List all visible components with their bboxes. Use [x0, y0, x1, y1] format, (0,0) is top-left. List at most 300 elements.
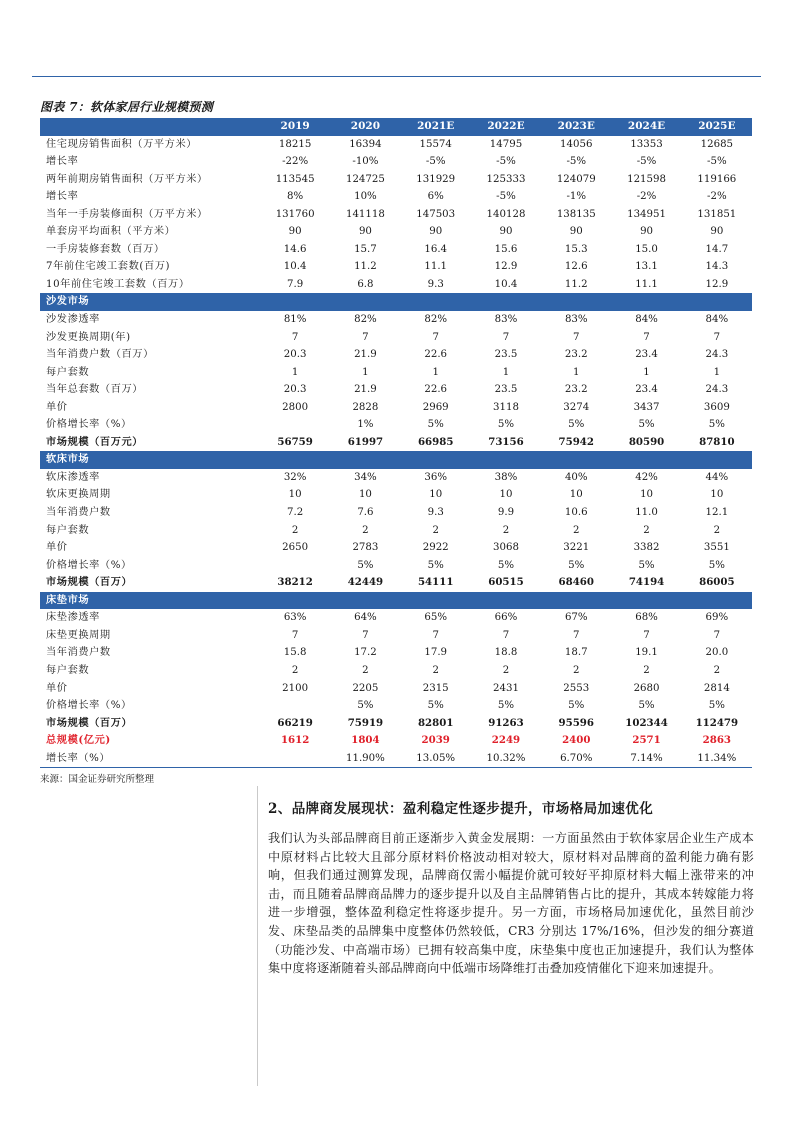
table-cell: 5%	[638, 559, 655, 571]
header-rule	[32, 76, 761, 77]
table-cell: 64%	[354, 612, 377, 624]
table-cell: 140128	[486, 208, 526, 220]
table-row	[40, 522, 752, 540]
table-row	[40, 153, 752, 171]
table-cell: 2	[573, 664, 580, 676]
table-cell: 21.9	[354, 349, 377, 361]
table-cell: 23.2	[564, 349, 588, 361]
table-cell: 84%	[635, 314, 658, 326]
table-cell: 2	[291, 524, 299, 536]
table-cell: 141118	[345, 208, 385, 220]
table-cell: 5%	[708, 419, 725, 431]
row-label: 一手房装修套数（百万）	[46, 243, 165, 255]
table-cell: 42449	[347, 576, 384, 589]
header-cell: 2019	[260, 118, 330, 136]
header-cell: 2024E	[611, 118, 681, 136]
table-cell: 5%	[497, 419, 515, 431]
table-cell: 2969	[422, 401, 449, 413]
table-cell: 12.1	[705, 507, 729, 519]
table-cell: -1%	[566, 191, 587, 203]
row-label: 增长率	[46, 156, 79, 168]
table-row	[40, 732, 752, 750]
table-cell: 60515	[488, 576, 524, 589]
table-row	[40, 171, 752, 189]
table-cell: 7	[432, 629, 439, 641]
table-row	[40, 539, 752, 557]
table-cell: 5%	[568, 700, 585, 712]
table-cell: 13.1	[635, 261, 658, 273]
table-cell: 7	[573, 331, 580, 343]
table-header-row	[40, 118, 752, 136]
row-label: 增长率（%）	[40, 750, 260, 768]
table-row	[40, 188, 752, 206]
table-cell: 10	[640, 489, 654, 501]
table-row	[40, 486, 752, 504]
table-cell: 2205	[352, 682, 379, 694]
table-cell: 2553	[563, 682, 590, 694]
table-cell: 2	[643, 664, 650, 676]
table-cell: 6%	[427, 191, 444, 203]
row-label: 床垫更换周期	[46, 629, 111, 641]
table-cell	[260, 697, 330, 715]
table-cell: 3382	[633, 542, 660, 554]
row-label: 市场规模（百万元）	[46, 435, 144, 448]
table-cell: 2039	[421, 734, 450, 747]
table-cell: 7	[291, 629, 299, 641]
table-cell: 17.9	[424, 647, 448, 659]
table-cell: 12.9	[494, 261, 518, 273]
row-label: 10年前住宅竣工套数（百万）	[46, 278, 190, 290]
table-cell: 119166	[697, 173, 737, 185]
table-cell: 34%	[354, 471, 377, 483]
table-row	[40, 258, 752, 276]
row-label: 沙发渗透率	[46, 314, 100, 326]
table-cell: 11.2	[564, 278, 588, 290]
table-cell	[260, 557, 330, 575]
section-label: 软床市场	[40, 451, 752, 469]
row-label: 住宅现房销售面积（万平方米）	[46, 138, 198, 150]
table-cell: 11.0	[635, 507, 658, 519]
table-cell: 11.1	[635, 278, 658, 290]
table-cell: 147503	[416, 208, 456, 220]
table-cell: 10.6	[564, 507, 588, 519]
table-cell: 82%	[354, 314, 377, 326]
table-cell: 61997	[347, 435, 384, 448]
table-cell: 7	[291, 331, 299, 343]
table-cell: 7	[713, 331, 721, 343]
table-cell: 91263	[488, 716, 524, 729]
table-cell: 3221	[563, 542, 590, 554]
table-cell: 20.3	[283, 384, 307, 396]
table-cell: 83%	[564, 314, 588, 326]
table-cell: -5%	[636, 156, 657, 168]
table-cell: 5%	[497, 559, 515, 571]
table-cell: 7	[362, 629, 369, 641]
table-cell: 2814	[703, 682, 730, 694]
table-body	[40, 136, 752, 768]
table-cell: 11.1	[424, 261, 448, 273]
table-row	[40, 644, 752, 662]
table-cell: 10.4	[494, 278, 518, 290]
table-cell: 138135	[556, 208, 596, 220]
table-cell: 10	[569, 489, 583, 501]
table-cell: 131851	[697, 208, 737, 220]
table-row	[40, 276, 752, 294]
table-cell: 95596	[558, 716, 594, 729]
table-cell: 68460	[558, 576, 594, 589]
table-cell: 67%	[564, 612, 588, 624]
table-cell: 2	[713, 664, 721, 676]
table-cell: 14.3	[705, 261, 729, 273]
table-cell: 22.6	[424, 384, 448, 396]
table-cell: 24.3	[705, 384, 729, 396]
table-cell: 18.7	[564, 647, 588, 659]
table-cell: 5%	[357, 700, 374, 712]
table-cell: 73156	[488, 435, 524, 448]
row-label: 每户套数	[46, 664, 90, 676]
table-cell: 112479	[695, 716, 739, 729]
table-cell: 8%	[287, 191, 304, 203]
table-cell: -2%	[707, 191, 727, 203]
table-cell: 11.34%	[682, 750, 752, 768]
row-label: 软床渗透率	[46, 471, 100, 483]
table-cell: 20.3	[283, 349, 307, 361]
table-cell: 7.9	[287, 278, 304, 290]
table-cell: 1	[713, 366, 721, 378]
table-row	[40, 574, 752, 592]
table-cell: 7	[643, 331, 650, 343]
table-cell: 5%	[427, 559, 444, 571]
header-cell	[40, 118, 260, 136]
table-cell: 125333	[486, 173, 526, 185]
row-label: 当年总套数（百万）	[46, 384, 144, 396]
table-cell: 23.4	[635, 384, 658, 396]
table-cell: 32%	[283, 471, 307, 483]
table-cell: 2783	[352, 542, 379, 554]
table-cell: 90	[710, 226, 724, 238]
row-label: 总规模(亿元)	[46, 734, 111, 747]
row-label: 当年一手房装修面积（万平方米）	[46, 208, 208, 220]
table-cell: 38%	[494, 471, 518, 483]
table-cell: 3551	[703, 542, 730, 554]
section-label: 沙发市场	[40, 293, 752, 311]
table-row	[40, 609, 752, 627]
table-cell: 2571	[632, 734, 661, 747]
row-label: 沙发更换周期(年)	[46, 331, 131, 343]
row-label: 两年前期房销售面积（万平方米）	[46, 173, 208, 185]
table-cell: 15.3	[564, 243, 588, 255]
table-cell: 1	[643, 366, 650, 378]
table-cell: 87810	[699, 435, 735, 448]
table-cell: 18.8	[494, 647, 518, 659]
header-cell: 2022E	[471, 118, 541, 136]
section-heading: 2、品牌商发展现状：盈利稳定性逐步提升，市场格局加速优化	[268, 801, 654, 817]
table-row	[40, 697, 752, 715]
table-cell: 13.05%	[401, 750, 471, 768]
table-cell: 15.6	[494, 243, 518, 255]
table-cell: 3068	[493, 542, 519, 554]
table-row	[40, 399, 752, 417]
table-row	[40, 223, 752, 241]
table-row	[40, 241, 752, 259]
table-cell: 5%	[568, 559, 585, 571]
table-cell: 68%	[635, 612, 658, 624]
table-cell: -5%	[496, 191, 516, 203]
header-cell: 2025E	[682, 118, 752, 136]
table-cell: 12.6	[564, 261, 588, 273]
table-cell: 3437	[633, 401, 660, 413]
section-row	[40, 451, 752, 469]
table-row	[40, 364, 752, 382]
row-label: 市场规模（百万）	[46, 716, 133, 729]
table-cell: 90	[499, 226, 513, 238]
table-cell: 75919	[347, 716, 384, 729]
table-cell: 2800	[282, 401, 309, 413]
table-cell: 2100	[282, 682, 309, 694]
row-label: 床垫渗透率	[46, 612, 100, 624]
table-cell: 11.90%	[330, 750, 400, 768]
table-cell: 16394	[349, 138, 382, 150]
table-cell: 54111	[417, 576, 454, 589]
table-cell: 2650	[282, 542, 309, 554]
table-cell: 131929	[416, 173, 456, 185]
row-label: 软床更换周期	[46, 489, 111, 501]
row-label: 当年消费户数	[46, 647, 111, 659]
table-cell: 74194	[628, 576, 665, 589]
table-cell: 7	[502, 331, 510, 343]
table-cell: 5%	[357, 559, 374, 571]
table-cell: 2	[713, 524, 721, 536]
table-cell: 90	[429, 226, 443, 238]
row-label: 每户套数	[46, 366, 90, 378]
header-cell: 2020	[330, 118, 400, 136]
table-cell: 90	[569, 226, 583, 238]
table-cell: 2	[573, 524, 580, 536]
table-cell: 2863	[702, 734, 732, 747]
table-row	[40, 434, 752, 452]
table-cell: 82801	[417, 716, 454, 729]
table-cell: 12.9	[705, 278, 729, 290]
header-cell: 2023E	[541, 118, 611, 136]
table-cell: 3274	[563, 401, 590, 413]
table-cell: 2	[291, 664, 299, 676]
table-cell: 1612	[280, 734, 310, 747]
table-cell: 56759	[277, 435, 313, 448]
row-label: 单价	[46, 682, 68, 694]
table-cell	[260, 750, 330, 768]
table-cell: 10	[429, 489, 443, 501]
table-cell: 9.3	[427, 278, 444, 290]
table-cell: 2400	[562, 734, 591, 747]
table-cell: 14056	[560, 138, 593, 150]
row-label: 单价	[46, 401, 68, 413]
forecast-table	[40, 118, 752, 768]
table-cell: 9.3	[427, 507, 444, 519]
table-cell: 13353	[630, 138, 663, 150]
table-cell: 2	[362, 664, 369, 676]
table-row	[40, 329, 752, 347]
table-cell: 82%	[424, 314, 448, 326]
source-note: 来源：国金证券研究所整理	[40, 774, 155, 785]
table-cell: 23.4	[635, 349, 658, 361]
row-label: 每户套数	[46, 524, 90, 536]
table-cell: 21.9	[354, 384, 377, 396]
table-cell: 3118	[493, 401, 519, 413]
table-cell: 5%	[427, 700, 444, 712]
table-cell: 1	[432, 366, 439, 378]
table-cell: 7	[502, 629, 510, 641]
table-cell: 2	[432, 664, 439, 676]
table-cell: 2	[502, 664, 510, 676]
table-cell: 16.4	[424, 243, 448, 255]
table-cell: 81%	[283, 314, 307, 326]
table-cell: 2249	[491, 734, 521, 747]
table-cell: 90	[358, 226, 372, 238]
table-cell: 15574	[419, 138, 452, 150]
table-row	[40, 206, 752, 224]
table-row	[40, 416, 752, 434]
table-row	[40, 504, 752, 522]
table-cell: 7	[643, 629, 650, 641]
table-cell: 7.14%	[611, 750, 681, 768]
table-cell: 7	[432, 331, 439, 343]
table-row	[40, 627, 752, 645]
table-cell: 14.7	[705, 243, 729, 255]
figure-title: 图表 7：软体家居行业规模预测	[40, 100, 214, 114]
table-cell: 102344	[625, 716, 668, 729]
table-row	[40, 715, 752, 733]
table-cell: 17.2	[354, 647, 377, 659]
table-cell: 14795	[489, 138, 523, 150]
table-cell: 113545	[275, 173, 315, 185]
table-row	[40, 311, 752, 329]
table-cell: 15.0	[635, 243, 658, 255]
table-cell: 7	[573, 629, 580, 641]
table-cell: -5%	[707, 156, 727, 168]
table-cell: 86005	[699, 576, 735, 589]
table-cell: 23.5	[494, 384, 518, 396]
table-row	[40, 136, 752, 154]
table-cell: 1	[291, 366, 299, 378]
table-cell: -2%	[636, 191, 657, 203]
table-cell: 124079	[556, 173, 596, 185]
table-cell: 23.5	[494, 349, 518, 361]
table-cell: 1	[502, 366, 510, 378]
table-cell: 5%	[638, 700, 655, 712]
row-label: 价格增长率（%）	[46, 419, 132, 431]
table-cell: 18215	[278, 138, 312, 150]
table-cell: 15.8	[283, 647, 307, 659]
row-label: 单价	[46, 542, 68, 554]
table-cell: 10%	[354, 191, 377, 203]
table-cell: 5%	[427, 419, 444, 431]
table-cell: 124725	[345, 173, 385, 185]
table-cell: 2922	[422, 542, 449, 554]
table-cell: 14.6	[283, 243, 307, 255]
table-cell: 38212	[277, 576, 313, 589]
table-cell: 83%	[494, 314, 518, 326]
table-cell: 2	[643, 524, 650, 536]
section-label: 床垫市场	[40, 592, 752, 610]
table-cell: 10	[358, 489, 372, 501]
table-cell: 20.0	[705, 647, 729, 659]
table-cell: 6.8	[357, 278, 374, 290]
row-label: 当年消费户数	[46, 507, 111, 519]
table-row	[40, 680, 752, 698]
table-cell: 2	[432, 524, 439, 536]
table-cell: 36%	[424, 471, 448, 483]
table-cell: 3609	[703, 401, 730, 413]
row-label: 价格增长率（%）	[46, 559, 132, 571]
table-cell: 66%	[494, 612, 518, 624]
table-cell: -5%	[566, 156, 587, 168]
table-cell: 5%	[638, 419, 655, 431]
table-cell: 5%	[568, 419, 585, 431]
table-cell: -5%	[496, 156, 516, 168]
table-row	[40, 469, 752, 487]
table-cell: 5%	[708, 559, 725, 571]
table-cell: 22.6	[424, 349, 448, 361]
table-cell: 2315	[422, 682, 449, 694]
table-cell: 7	[362, 331, 369, 343]
table-cell: 66985	[417, 435, 454, 448]
table-row	[40, 750, 752, 768]
table-cell: 66219	[277, 716, 313, 729]
table-cell: 7.2	[287, 507, 304, 519]
table-cell: 42%	[635, 471, 658, 483]
table-cell: 84%	[705, 314, 729, 326]
table-cell: 2431	[493, 682, 519, 694]
table-cell: -10%	[352, 156, 379, 168]
table-cell: 7.6	[357, 507, 374, 519]
table-cell: 63%	[283, 612, 307, 624]
table-cell: 6.70%	[541, 750, 611, 768]
table-cell: 10.32%	[471, 750, 541, 768]
table-cell: 10.4	[283, 261, 307, 273]
row-label: 市场规模（百万）	[46, 576, 133, 589]
table-cell: 80590	[628, 435, 665, 448]
table-cell: 11.2	[354, 261, 377, 273]
table-cell: 24.3	[705, 349, 729, 361]
table-cell: 1804	[351, 734, 380, 747]
table-cell: 2	[362, 524, 369, 536]
table-cell: 75942	[558, 435, 594, 448]
table-row	[40, 557, 752, 575]
table-cell: 10	[499, 489, 513, 501]
table-cell: 23.2	[564, 384, 588, 396]
table-cell: 19.1	[635, 647, 658, 659]
table-cell: 15.7	[354, 243, 377, 255]
row-label: 当年消费户数（百万）	[46, 349, 154, 361]
row-label: 7年前住宅竣工套数(百万)	[46, 261, 171, 273]
table-cell: 10	[288, 489, 302, 501]
table-cell: -22%	[282, 156, 309, 168]
table-cell: 44%	[705, 471, 729, 483]
row-label: 单套房平均面积（平方米）	[46, 226, 176, 238]
table-cell: 10	[710, 489, 724, 501]
table-cell: 2	[502, 524, 510, 536]
table-cell: 90	[640, 226, 654, 238]
table-row	[40, 381, 752, 399]
table-cell: 65%	[424, 612, 448, 624]
section-row	[40, 293, 752, 311]
table-cell: 5%	[497, 700, 515, 712]
row-label: 增长率	[46, 191, 79, 203]
column-divider	[257, 786, 258, 1086]
table-cell: 5%	[708, 700, 725, 712]
table-cell: 9.9	[497, 507, 515, 519]
table-row	[40, 662, 752, 680]
